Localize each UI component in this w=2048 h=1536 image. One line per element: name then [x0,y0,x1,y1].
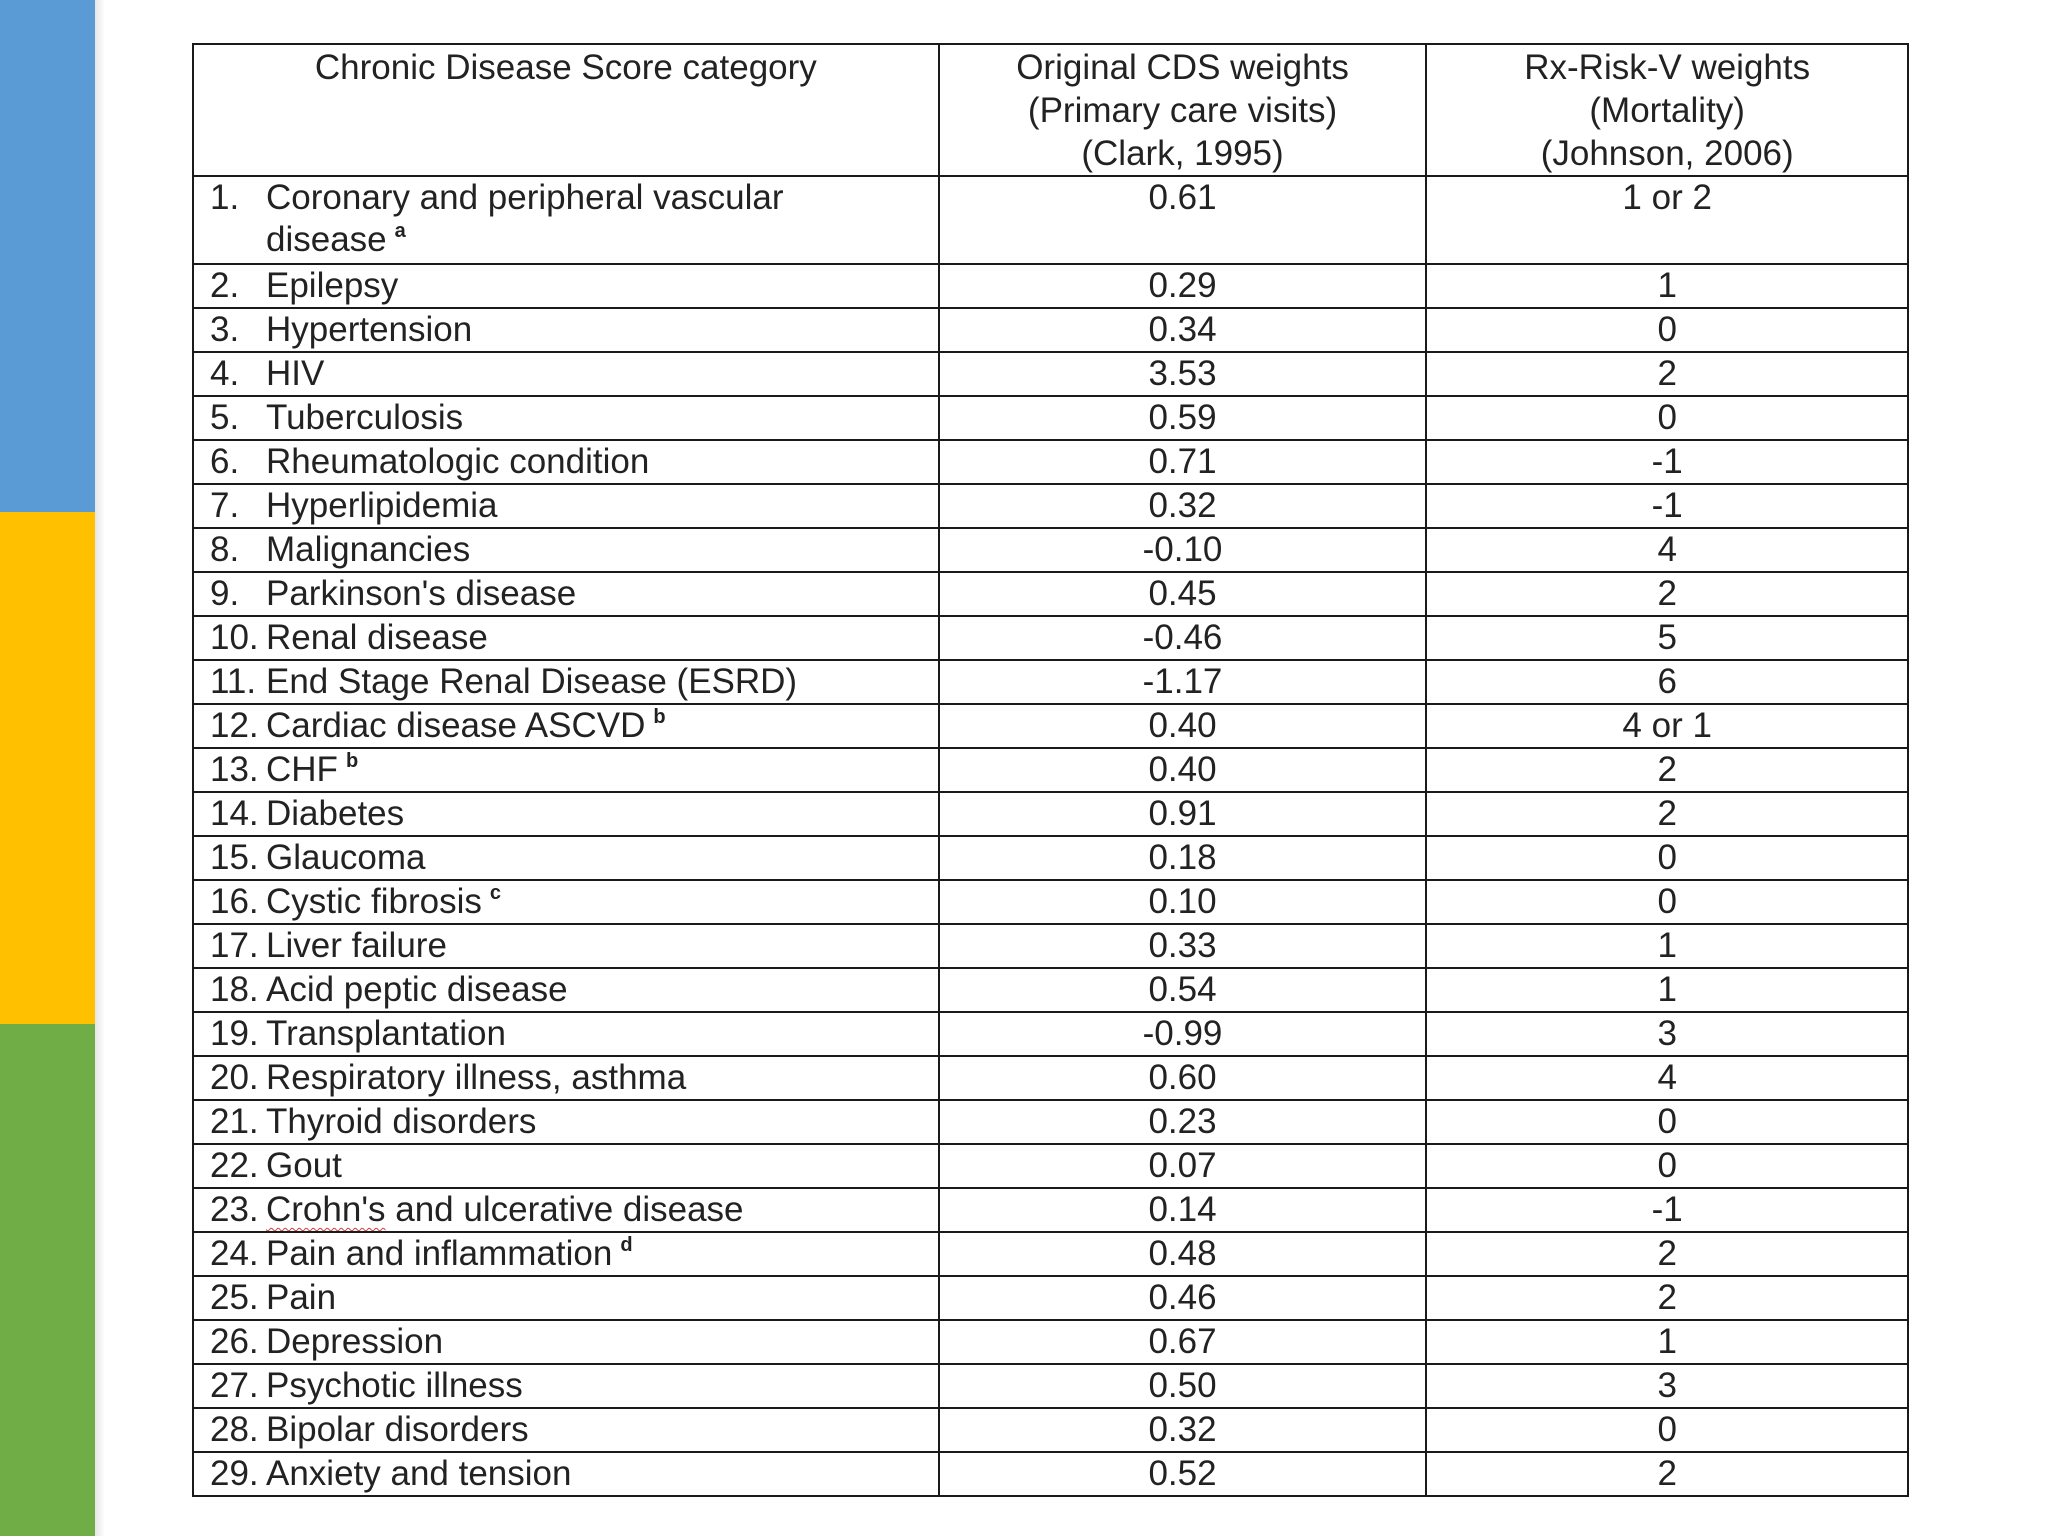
row-number: 21. [210,1102,259,1141]
rxrisk-weight-cell: 2 [1426,572,1908,616]
category-label: Cardiac disease ASCVD [266,706,646,745]
category-label: Pain [266,1278,337,1317]
rxrisk-weight-cell: -1 [1426,440,1908,484]
category-cell [193,440,939,484]
rxrisk-weight-cell: 1 or 2 [1426,176,1908,264]
cds-weight-cell: 0.48 [939,1232,1427,1276]
category-label: Coronary and peripheral vascular disease [266,178,784,259]
category-label: Diabetes [266,794,405,833]
category-label: Renal disease [266,618,488,657]
category-cell [193,616,939,660]
category-cell [193,1408,939,1452]
table-row [193,880,1908,924]
category-label-wrap [266,485,866,527]
table-row [193,1408,1908,1452]
cds-weight-cell: 0.91 [939,792,1427,836]
table-row [193,748,1908,792]
category-cell [193,1320,939,1364]
table-row [193,308,1908,352]
rxrisk-weight-cell: -1 [1426,484,1908,528]
cds-weight-cell: 0.71 [939,440,1427,484]
header-cds-line-2: (Primary care visits) [1027,91,1338,130]
rxrisk-weight-cell: 2 [1426,352,1908,396]
table-row [193,924,1908,968]
rxrisk-weight-cell: 0 [1426,1100,1908,1144]
category-label: Malignancies [266,530,471,569]
category-label-wrap [266,529,866,571]
row-number: 19. [210,1014,259,1053]
category-label: Respiratory illness, asthma [266,1058,687,1097]
row-number: 10. [210,618,259,657]
category-label: Hypertension [266,310,473,349]
rxrisk-weight-cell: 2 [1426,1452,1908,1496]
table-row [193,572,1908,616]
rxrisk-weight-cell: 4 or 1 [1426,704,1908,748]
table-header-row [193,44,1908,176]
category-cell [193,352,939,396]
category-label-wrap [266,1145,866,1187]
cds-weight-cell: -0.10 [939,528,1427,572]
header-rxrisk-weights [1426,44,1908,176]
table-row [193,660,1908,704]
category-label-wrap [266,573,866,615]
row-number: 28. [210,1410,259,1449]
category-label-wrap [266,925,866,967]
row-number: 25. [210,1278,259,1317]
header-cds-line-3: (Clark, 1995) [1081,134,1284,173]
category-cell [193,1012,939,1056]
rxrisk-weight-cell: 2 [1426,748,1908,792]
header-rxrisk-line-2: (Mortality) [1589,91,1745,130]
cds-weight-cell: 0.07 [939,1144,1427,1188]
header-cds-weights [939,44,1427,176]
rxrisk-weight-cell: 1 [1426,968,1908,1012]
table-row [193,484,1908,528]
category-label-wrap [266,177,866,261]
category-label: Epilepsy [266,266,399,305]
row-number: 16. [210,882,259,921]
rxrisk-weight-cell: 2 [1426,1232,1908,1276]
category-cell [193,924,939,968]
cds-weight-cell: -0.46 [939,616,1427,660]
category-label: End Stage Renal Disease (ESRD) [266,662,798,701]
rxrisk-weight-cell: 0 [1426,1408,1908,1452]
category-label: Psychotic illness [266,1366,523,1405]
category-cell [193,1144,939,1188]
cds-weight-cell: -0.99 [939,1012,1427,1056]
table-row [193,264,1908,308]
row-number: 1. [210,178,240,217]
category-label-wrap [266,881,866,923]
footnote-marker: b [345,750,359,772]
table-row [193,1452,1908,1496]
category-label: Tuberculosis [266,398,464,437]
row-number: 12. [210,706,259,745]
accent-bar-yellow [0,512,95,1024]
cds-weight-cell: 0.50 [939,1364,1427,1408]
cds-weight-cell: 0.18 [939,836,1427,880]
category-label: Pain and inflammation [266,1234,613,1273]
rxrisk-weight-cell: 0 [1426,880,1908,924]
category-label: and ulcerative disease [395,1190,744,1229]
rxrisk-weight-cell: 3 [1426,1012,1908,1056]
category-label: Parkinson's disease [266,574,577,613]
rxrisk-weight-cell: 0 [1426,1144,1908,1188]
cds-weight-cell: 0.59 [939,396,1427,440]
rxrisk-weight-cell: 0 [1426,396,1908,440]
category-label-wrap [266,1101,866,1143]
category-label-wrap [266,1365,866,1407]
row-number: 24. [210,1234,259,1273]
row-number: 3. [210,310,240,349]
footnote-marker: c [489,882,501,904]
rxrisk-weight-cell: 1 [1426,264,1908,308]
table-row [193,968,1908,1012]
table-row [193,440,1908,484]
category-cell [193,968,939,1012]
category-label: Rheumatologic condition [266,442,650,481]
category-label: Anxiety and tension [266,1454,572,1493]
category-label-wrap [266,793,866,835]
category-label-wrap [266,441,866,483]
category-label-wrap [266,265,866,307]
cds-weight-cell: 0.60 [939,1056,1427,1100]
category-label: CHF [266,750,338,789]
category-cell [193,792,939,836]
category-label-word: Crohn's [266,1190,386,1229]
header-rxrisk-line-1: Rx-Risk-V weights [1524,48,1811,87]
category-cell [193,1232,939,1276]
row-number: 15. [210,838,259,877]
row-number: 4. [210,354,240,393]
category-cell [193,176,939,264]
category-label-wrap [266,1189,866,1231]
row-number: 29. [210,1454,259,1493]
cds-weight-cell: 0.23 [939,1100,1427,1144]
cds-weight-cell: 0.32 [939,1408,1427,1452]
accent-bar-blue [0,0,95,512]
table-row [193,1232,1908,1276]
cds-weight-cell: 0.67 [939,1320,1427,1364]
rxrisk-weight-cell: -1 [1426,1188,1908,1232]
category-label-wrap [266,705,866,747]
category-cell [193,396,939,440]
cds-weight-cell: 0.54 [939,968,1427,1012]
category-cell [193,836,939,880]
category-label-wrap [266,1453,866,1495]
category-cell [193,704,939,748]
row-number: 14. [210,794,259,833]
category-label: Liver failure [266,926,447,965]
category-cell [193,1276,939,1320]
row-number: 9. [210,574,240,613]
row-number: 11. [210,662,257,701]
category-label: Glaucoma [266,838,426,877]
category-label-wrap [266,353,866,395]
table-row [193,1012,1908,1056]
rxrisk-weight-cell: 0 [1426,308,1908,352]
table-row [193,704,1908,748]
header-category-line: Chronic Disease Score category [314,48,817,87]
rxrisk-weight-cell: 4 [1426,528,1908,572]
category-cell [193,264,939,308]
category-cell [193,1364,939,1408]
accent-bar-shadow [95,0,105,1536]
cds-weight-cell: 0.14 [939,1188,1427,1232]
rxrisk-weight-cell: 4 [1426,1056,1908,1100]
cds-weight-cell: 0.33 [939,924,1427,968]
table-row [193,396,1908,440]
category-label: Thyroid disorders [266,1102,537,1141]
footnote-marker: a [394,220,406,242]
row-number: 2. [210,266,240,305]
category-cell [193,1188,939,1232]
category-cell [193,880,939,924]
category-label-wrap [266,617,866,659]
cds-weight-cell: -1.17 [939,660,1427,704]
row-number: 22. [210,1146,259,1185]
category-cell [193,660,939,704]
rxrisk-weight-cell: 2 [1426,792,1908,836]
table-row [193,1056,1908,1100]
category-cell [193,484,939,528]
table-body [193,176,1908,1496]
category-label: Acid peptic disease [266,970,568,1009]
category-label-wrap [266,397,866,439]
table-row [193,1276,1908,1320]
row-number: 6. [210,442,240,481]
category-cell [193,1056,939,1100]
cds-weight-cell: 0.40 [939,704,1427,748]
header-cds-line-1: Original CDS weights [1016,48,1349,87]
table-row [193,1320,1908,1364]
category-cell [193,748,939,792]
rxrisk-weight-cell: 6 [1426,660,1908,704]
category-cell [193,308,939,352]
table-row [193,528,1908,572]
cds-weight-cell: 0.34 [939,308,1427,352]
rxrisk-weight-cell: 5 [1426,616,1908,660]
row-number: 23. [210,1190,259,1229]
category-label-wrap [266,1013,866,1055]
table-row [193,176,1908,264]
category-label-wrap [266,837,866,879]
table-row [193,1100,1908,1144]
category-label-wrap [266,1277,866,1319]
cds-weight-cell: 0.29 [939,264,1427,308]
row-number: 7. [210,486,240,525]
cds-weight-cell: 0.10 [939,880,1427,924]
category-label: Transplantation [266,1014,506,1053]
cds-weight-cell: 3.53 [939,352,1427,396]
category-label-wrap [266,1321,866,1363]
cds-weight-cell: 0.32 [939,484,1427,528]
table-row [193,1188,1908,1232]
footnote-marker: d [620,1234,633,1256]
cds-weight-cell: 0.46 [939,1276,1427,1320]
category-label-wrap [266,661,866,703]
rxrisk-weight-cell: 0 [1426,836,1908,880]
table-row [193,836,1908,880]
footnote-marker: b [653,706,666,728]
category-label: Depression [266,1322,444,1361]
rxrisk-weight-cell: 1 [1426,1320,1908,1364]
category-label: Hyperlipidemia [266,486,498,525]
row-number: 5. [210,398,240,437]
row-number: 8. [210,530,240,569]
row-number: 20. [210,1058,259,1097]
category-cell [193,1452,939,1496]
table-row [193,792,1908,836]
row-number: 27. [210,1366,259,1405]
cds-weight-cell: 0.45 [939,572,1427,616]
cds-weight-cell: 0.52 [939,1452,1427,1496]
header-rxrisk-line-3: (Johnson, 2006) [1540,134,1794,173]
cds-weight-cell: 0.61 [939,176,1427,264]
row-number: 17. [210,926,259,965]
table-row [193,1144,1908,1188]
category-label-wrap [266,1057,866,1099]
category-label-wrap [266,309,866,351]
rxrisk-weight-cell: 2 [1426,1276,1908,1320]
row-number: 13. [210,750,259,789]
row-number: 26. [210,1322,259,1361]
cds-weight-cell: 0.40 [939,748,1427,792]
category-label: Bipolar disorders [266,1410,529,1449]
rxrisk-weight-cell: 1 [1426,924,1908,968]
rxrisk-weight-cell: 3 [1426,1364,1908,1408]
category-label-wrap [266,1409,866,1451]
category-cell [193,528,939,572]
category-label: Cystic fibrosis [266,882,482,921]
row-number: 18. [210,970,259,1009]
chronic-disease-score-table [192,43,1909,1497]
table-row [193,616,1908,660]
header-category [193,44,939,176]
accent-bar-green [0,1024,95,1536]
category-label-wrap [266,1233,866,1275]
category-label: Gout [266,1146,342,1185]
category-label: HIV [266,354,325,393]
category-cell [193,1100,939,1144]
category-label-wrap [266,749,866,791]
category-label-wrap [266,969,866,1011]
table-row [193,1364,1908,1408]
category-cell [193,572,939,616]
table-row [193,352,1908,396]
